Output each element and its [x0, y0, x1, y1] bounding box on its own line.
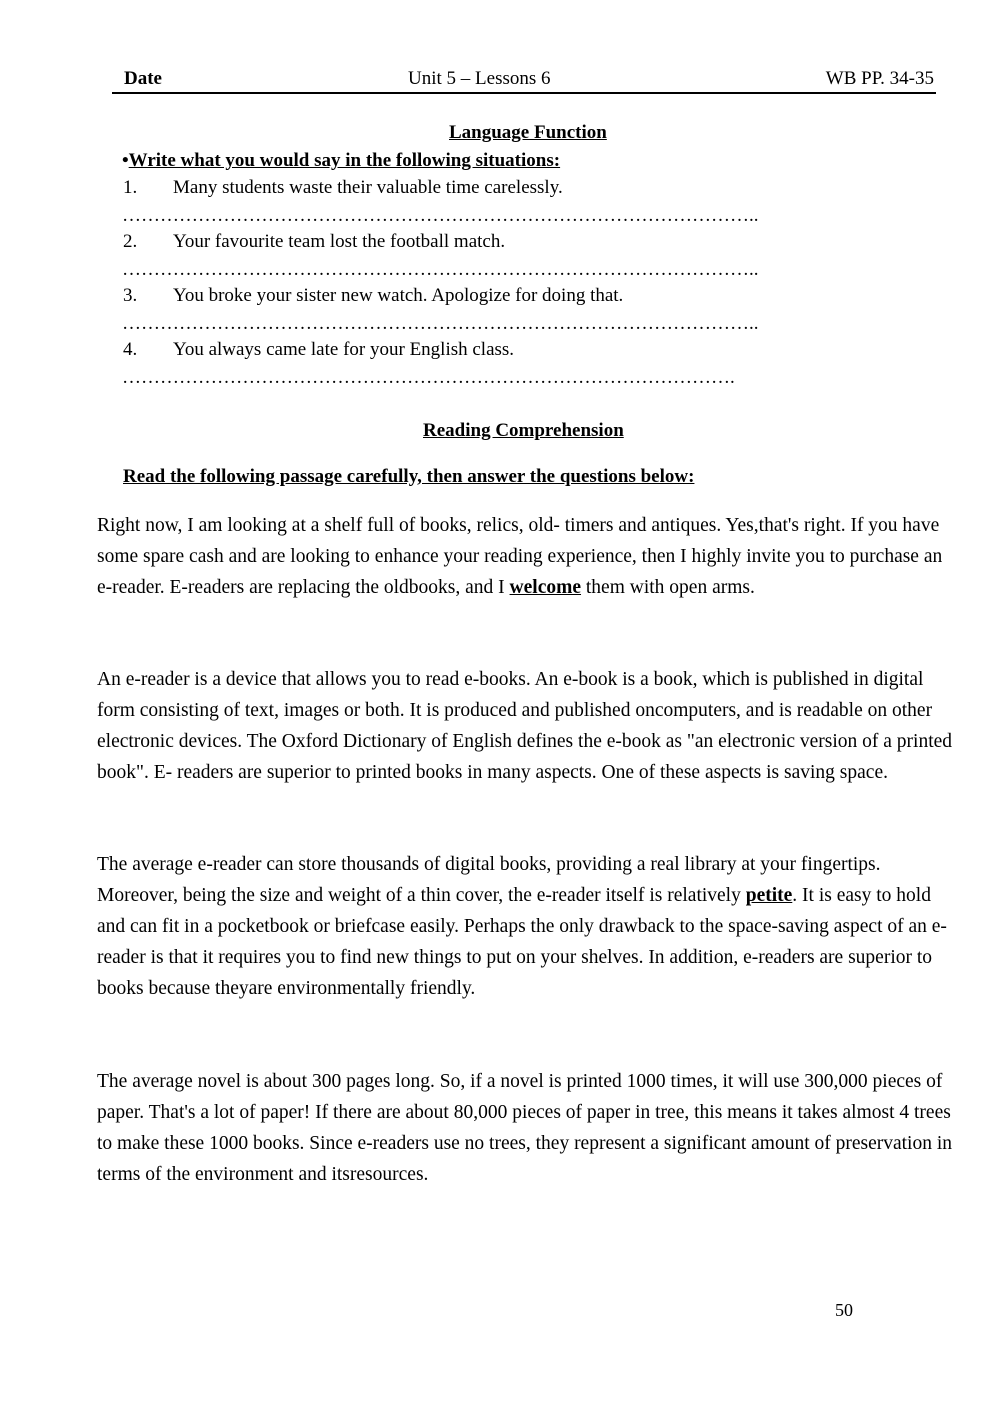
answer-line-1[interactable]: ……………………………………………………………………………………….. — [122, 205, 759, 226]
language-function-instruction — [122, 150, 560, 172]
page-number: 50 — [835, 1300, 853, 1320]
answer-line-3[interactable]: ……………………………………………………………………………………….. — [122, 313, 759, 334]
keyword-welcome: welcome — [509, 577, 582, 598]
page-header — [112, 68, 936, 94]
question-1: 1. Many students waste their valuable time carelessly. — [123, 177, 563, 198]
passage-paragraph-3: The average e-reader can store thousands of digital books, providing a real library at your fingertips. Moreover, being the size and weight of a thin cover, the e-reader itself is relatively petite. It is easy to hold and can fit in a pocketbook or briefcase easily. Perhaps the only drawback to the space-saving aspect of an e-reader is that it requires you to find new things to put on your shelves. In addition, e-readers are superior to books because theyare environmentally friendly. — [97, 854, 947, 999]
bullet-icon: • — [122, 150, 129, 171]
reading-comprehension-title: Reading Comprehension — [423, 420, 624, 441]
keyword-petite: petite — [745, 885, 793, 906]
language-function-title: Language Function — [449, 122, 607, 143]
instruction-text: Write what you would say in the following situations: — [128, 150, 561, 171]
answer-line-2[interactable]: ……………………………………………………………………………………….. — [122, 259, 759, 280]
passage-paragraph-4: The average novel is about 300 pages long. So, if a novel is printed 1000 times, it will use 300,000 pieces of paper. That's a lot of paper! If there are about 80,000 pieces of paper in tree, this means it takes almost 4 trees to make these 1000 books. Since e-readers use no trees, they represent a significant amount of preservation in terms of the environment and itsresources. — [97, 1071, 953, 1185]
question-2: 2. Your favourite team lost the football match. — [123, 231, 506, 252]
date-label: Date — [124, 68, 162, 89]
question-3: 3. You broke your sister new watch. Apologize for doing that. — [123, 285, 624, 306]
reading-instruction: Read the following passage carefully, then answer the questions below: — [123, 466, 695, 487]
answer-line-4[interactable]: ……………………………………………………………………………………. — [122, 367, 735, 388]
unit-label: Unit 5 – Lessons 6 — [408, 68, 551, 89]
question-4: 4. You always came late for your English class. — [123, 339, 515, 360]
passage-paragraph-1: Right now, I am looking at a shelf full of books, relics, old- timers and antiques. Yes,that's right. If you have some spare cash and are looking to enhance your reading experience, then I highly invite you to purchase an e-reader. E-readers are replacing the oldbooks, and I welcome them with open arms. — [97, 515, 943, 598]
workbook-pages: WB PP. 34-35 — [825, 68, 934, 89]
passage-paragraph-2: An e-reader is a device that allows you to read e-books. An e-book is a book, which is published in digital form consisting of text, images or both. It is produced and published oncomputers, and is readable on other electronic devices. The Oxford Dictionary of English defines the e-book as "an electronic version of a printed book". E- readers are superior to printed books in many aspects. One of these aspects is saving space. — [97, 669, 953, 783]
